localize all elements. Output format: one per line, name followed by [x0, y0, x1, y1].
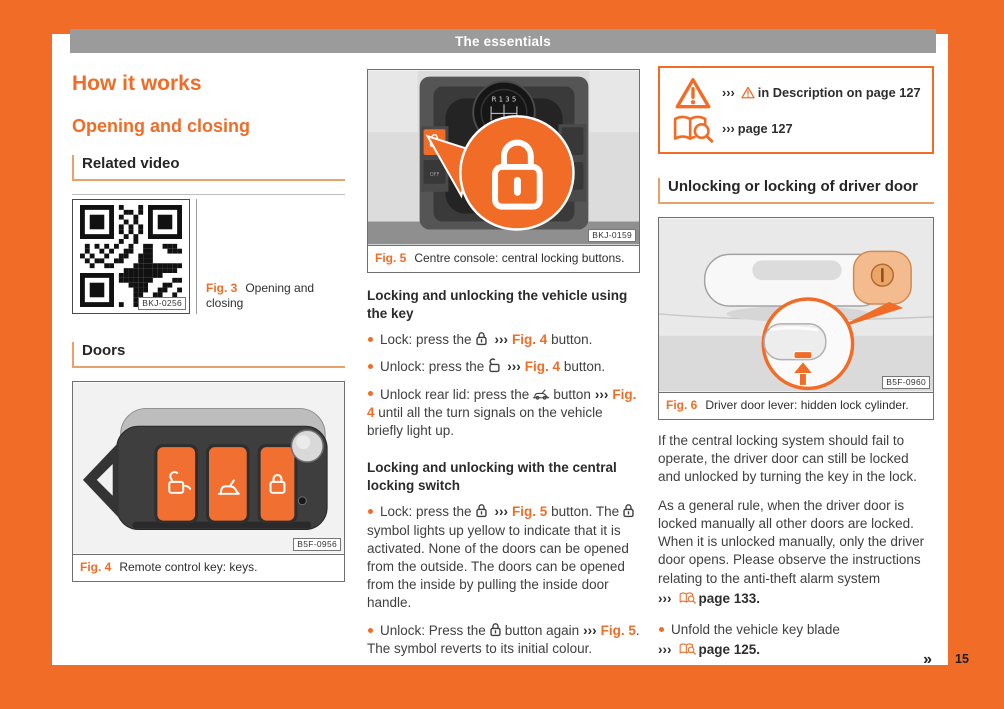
see-arrows: ›››: [507, 359, 521, 375]
book-reference-text: page 127: [737, 121, 793, 136]
doors-heading: Doors: [72, 342, 345, 368]
bullet-unfold-key-blade: Unfold the vehicle key blade ››› page 125.: [658, 621, 934, 659]
fig-4-reference: Fig. 4: [512, 332, 548, 348]
bullet-icon: [659, 627, 664, 632]
bullet-icon: [368, 628, 373, 633]
figure-4-label: Fig. 4: [80, 559, 112, 574]
lock-closed-icon: [489, 622, 502, 637]
image-code: B5F-0960: [882, 376, 930, 389]
bullet-lock-key: Lock: press the ››› Fig. 4 button.: [367, 331, 640, 349]
middle-column: [367, 69, 640, 667]
page-133-reference: ››› page 133.: [658, 590, 761, 606]
see-arrows: ›››: [658, 590, 672, 606]
header-title: The essentials: [455, 33, 551, 49]
figure-5-label: Fig. 5: [375, 251, 407, 265]
see-arrows: ›››: [494, 332, 509, 348]
image-code: BKJ-0159: [588, 229, 636, 242]
figure-6-caption: [659, 392, 933, 419]
figure-3-caption: [196, 199, 345, 314]
page-125-reference: ››› page 125.: [658, 642, 761, 658]
book-magnifier-icon-small: [679, 642, 696, 656]
right-column: [658, 66, 934, 668]
figure-6-label: Fig. 6: [666, 398, 698, 412]
figure-5-caption: [368, 245, 639, 272]
figure-6-image: [659, 218, 933, 392]
figure-5-caption-text: Centre console: central locking buttons.: [414, 251, 625, 265]
fig-5-reference: Fig. 5: [512, 504, 548, 520]
continuation-marker: »: [923, 651, 932, 668]
bullet-lock-switch: Lock: press the ››› Fig. 5 button. The symbol lights up yellow to indicate that it is activated. None of the doors can be opened from the outside. The doors can be opened from the inside by pulling the inside door handle.: [367, 503, 640, 612]
driver-door-heading: Unlocking or locking of driver door: [658, 178, 934, 204]
figure-6-caption-text: Driver door lever: hidden lock cylinder.: [705, 398, 909, 412]
svg-text:R 1 3 5: R 1 3 5: [491, 95, 517, 104]
paragraph-central-locking-fail: If the central locking system should fail to operate, the driver door can still be locked and unlocked by turning the key in the lock.: [658, 433, 917, 485]
see-arrows: ›››: [594, 386, 609, 402]
qr-code-image: [80, 205, 182, 307]
bullet-unlock-rear-lid: Unlock rear lid: press the button ››› Fig. 4 until all the turn signals on the vehicle briefly light up.: [367, 386, 637, 438]
book-magnifier-icon: [664, 113, 722, 145]
see-arrows: ›››: [583, 622, 597, 638]
lock-open-icon: [487, 358, 500, 373]
fig-4-reference: Fig. 4: [367, 386, 637, 420]
content-card: [52, 33, 948, 668]
figure-4-image: [73, 382, 344, 554]
door-handle-illustration: [659, 218, 933, 392]
figure-6: [658, 217, 934, 420]
bullet-unlock-switch: Unlock: Press the button again ››› Fig. 5. The symbol reverts to its initial colour.: [367, 622, 640, 656]
figure-3-caption-text: Opening and closing: [206, 280, 315, 311]
figure-4-caption-text: Remote control key: keys.: [119, 559, 258, 574]
image-code: B5F-0956: [293, 538, 341, 551]
see-arrows: ›››: [722, 121, 735, 136]
page-title: How it works: [72, 72, 202, 95]
reference-box: [658, 66, 934, 154]
figure-3-label: Fig. 3: [206, 280, 238, 295]
centre-console-illustration: [368, 70, 639, 245]
image-code: BKJ-0256: [138, 297, 186, 310]
see-arrows: ›››: [494, 504, 509, 520]
warning-triangle-icon-small: [741, 86, 755, 99]
see-arrows: ›››: [722, 85, 735, 100]
figure-3: [72, 194, 345, 314]
bullet-icon: [368, 509, 373, 514]
lock-closed-icon: [475, 331, 488, 346]
book-reference-row: [664, 113, 928, 145]
lock-closed-icon: [475, 503, 488, 518]
fig-4-reference: Fig. 4: [524, 359, 561, 375]
rear-lid-icon: [532, 388, 550, 401]
section-title-opening-closing: Opening and closing: [72, 116, 251, 137]
svg-text:OFF: OFF: [429, 171, 440, 178]
bullet-icon: [368, 391, 373, 396]
warning-triangle-icon: [664, 76, 722, 110]
paragraph-general-rule: As a general rule, when the driver door is locked manually all other doors are locked. When it is unlocked manually, only the driver door opens. Please observe the instructions relating to the anti-theft alarm system ››› page 133.: [658, 497, 934, 608]
related-video-heading: Related video: [72, 155, 345, 181]
page-header-bar: [70, 29, 936, 53]
book-magnifier-icon-small: [679, 591, 696, 605]
warning-reference-text: in Description on page 127: [757, 85, 921, 100]
lock-closed-icon: [622, 503, 635, 518]
bullet-icon: [368, 364, 373, 369]
figure-4-caption: [73, 554, 344, 581]
figure-5-image: [368, 70, 639, 245]
fig-5-reference: Fig. 5: [600, 622, 636, 638]
qr-code: [72, 199, 190, 314]
figure-5: [367, 69, 640, 273]
bullet-icon: [368, 337, 373, 342]
section-heading-central-switch: Locking and unlocking with the central locking switch: [367, 460, 617, 493]
page-number: 15: [955, 652, 969, 666]
section-heading-key: Locking and unlocking the vehicle using the key: [367, 288, 628, 321]
left-column: [72, 71, 345, 582]
see-arrows: ›››: [658, 642, 672, 658]
bullet-unlock-key: Unlock: press the ››› Fig. 4 button.: [367, 358, 640, 376]
figure-4: [72, 381, 345, 582]
warning-reference-row: [664, 76, 928, 110]
remote-key-illustration: [73, 382, 344, 554]
